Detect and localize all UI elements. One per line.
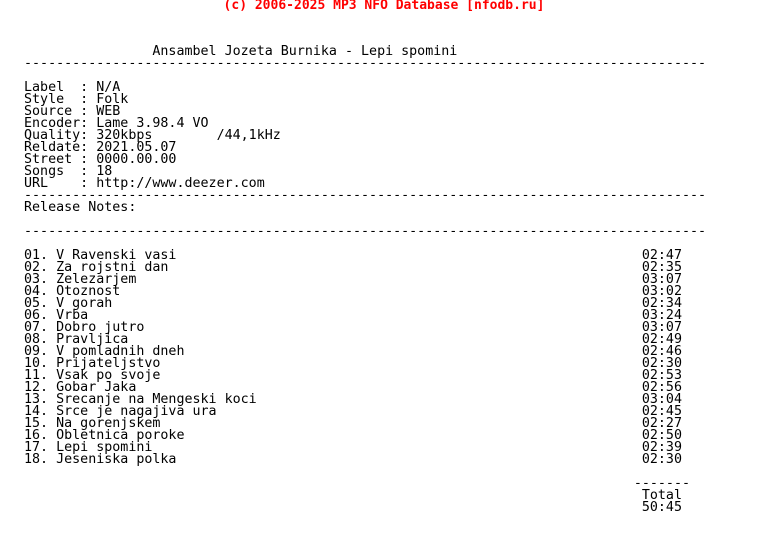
nfo-line: Total [24,488,682,503]
site-title-link[interactable]: (c) 2006-2025 MP3 NFO Database [nfodb.ru] [223,0,545,13]
track-row: 18. Jeseniska polka 02:30 [24,452,682,467]
separator-line: ------------------------------------------------------------------------------------- [24,188,707,203]
separator-line: ------------------------------------------------------------------------------------- [24,224,707,239]
track-row: 13. Srecanje na Mengeski koci 03:04 [24,392,682,407]
nfo-line: Reldate: 2021.05.07 [24,140,177,155]
track-row: 16. Obletnica poroke 02:50 [24,428,682,443]
nfo-line: 50:45 [24,500,682,515]
track-row: 06. Vrba 03:24 [24,308,682,323]
track-row: 05. V gorah 02:34 [24,296,682,311]
track-row: 12. Gobar Jaka 02:56 [24,380,682,395]
nfo-line: Label : N/A [24,80,121,95]
nfo-line: Source : WEB [24,104,121,119]
nfo-line: Street : 0000.00.00 [24,152,177,167]
track-row: 15. Na gorenjskem 02:27 [24,416,682,431]
nfo-line: Ansambel Jozeta Burnika - Lepi spomini [24,44,458,59]
separator-line: ------------------------------------------------------------------------------------- [24,56,707,71]
nfo-line: Quality: 320kbps /44,1kHz [24,128,281,143]
track-row: 09. V pomladnih dneh 02:46 [24,344,682,359]
nfo-line: Style : Folk [24,92,129,107]
track-row: 17. Lepi spomini 02:39 [24,440,682,455]
track-row: 03. Zelezarjem 03:07 [24,272,682,287]
nfo-line: Encoder: Lame 3.98.4 VO [24,116,209,131]
nfo-line: Songs : 18 [24,164,113,179]
total-separator: ------- [24,476,691,491]
blank-line [24,70,706,82]
track-row: 08. Pravljica 02:49 [24,332,682,347]
track-row: 07. Dobro jutro 03:07 [24,320,682,335]
nfo-line: Release Notes: [24,200,137,215]
track-row: 14. Srce je nagajiva ura 02:45 [24,404,682,419]
track-row: 04. Otoznost 03:02 [24,284,682,299]
track-row: 11. Vsak po svoje 02:53 [24,368,682,383]
nfo-text-block [24,34,706,514]
track-row: 02. Za rojstni dan 02:35 [24,260,682,275]
nfo-line: URL : http://www.deezer.com [24,176,265,191]
track-row: 01. V Ravenski vasi 02:47 [24,248,682,263]
track-row: 10. Prijateljstvo 02:30 [24,356,682,371]
